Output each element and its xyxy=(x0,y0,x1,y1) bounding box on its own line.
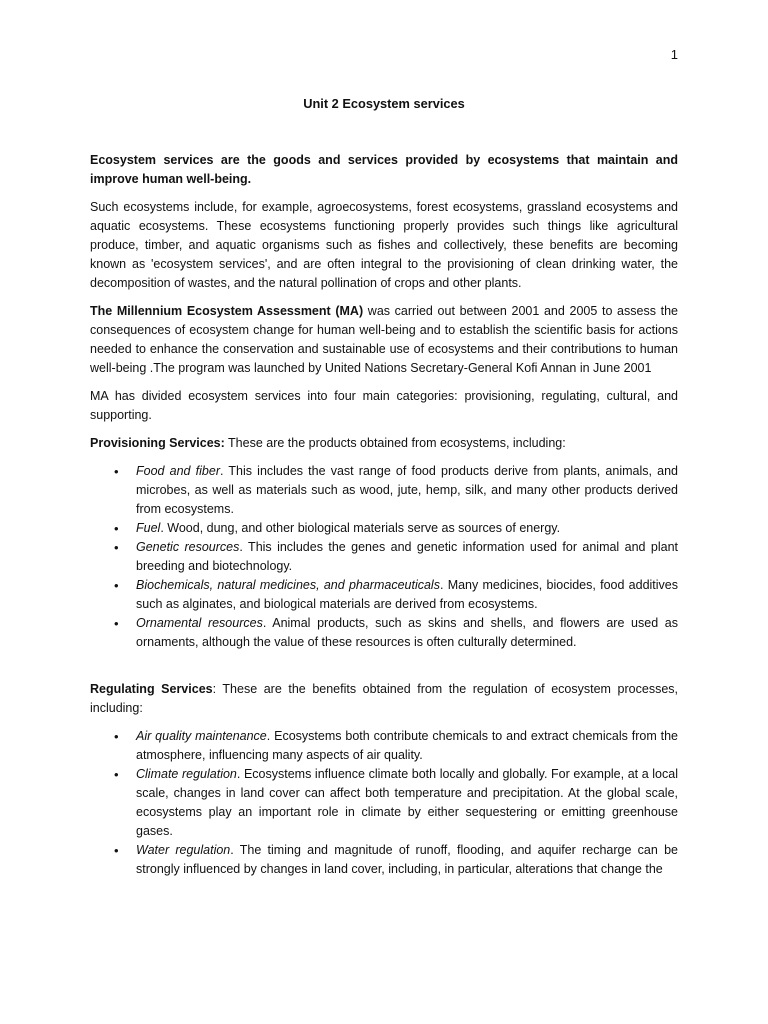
regulating-services-heading xyxy=(90,680,678,718)
list-item xyxy=(90,519,678,538)
list-item xyxy=(90,576,678,614)
list-item xyxy=(90,765,678,841)
provisioning-list xyxy=(90,462,678,652)
list-text: . This includes the genes and genetic information used for animal and plant breeding and biotechnology. xyxy=(136,540,679,573)
list-term: Biochemicals, natural medicines, and pharmaceuticals xyxy=(136,578,440,592)
list-item xyxy=(90,538,678,576)
ma-paragraph xyxy=(90,302,678,378)
list-term: Air quality maintenance xyxy=(136,729,267,743)
regulating-list xyxy=(90,727,678,879)
ma-description: was carried out between 2001 and 2005 to assess the consequences of ecosystem change for human well-being and to establish the scientific basis for actions needed to enhance the conservation and sustainable use of ecosystems and their contributions to human well-being .The program was launched by United Nations Secretary-General Kofi Annan in June 2001 xyxy=(90,304,679,375)
document-content xyxy=(90,94,678,889)
ecosystem-examples-paragraph: Such ecosystems include, for example, agroecosystems, forest ecosystems, grassland ecosystems and aquatic ecosystems. These ecosystems functioning properly provides such things like agricultural produce, timber, and aquatic organisms such as fishes and collectively, these benefits are becoming known as 'ecosystem services', and are often integral to the provisioning of clean drinking water, the decomposition of wastes, and the natural pollination of crops and other plants. xyxy=(90,200,678,290)
list-text: . The timing and magnitude of runoff, flooding, and aquifer recharge can be strongly influenced by changes in land cover, including, in particular, alterations that change the xyxy=(136,843,678,876)
list-term: Climate regulation xyxy=(136,767,237,781)
list-text: . This includes the vast range of food products derive from plants, animals, and microbes, as well as materials such as wood, jute, hemp, silk, and many other products derived from ecosystems. xyxy=(136,464,678,516)
regulating-text: : These are the benefits obtained from the regulation of ecosystem processes, including: xyxy=(90,682,678,715)
list-item xyxy=(90,727,678,765)
list-term: Fuel xyxy=(136,521,161,535)
list-text: . Ecosystems both contribute chemicals to and extract chemicals from the atmosphere, influencing many aspects of air quality. xyxy=(136,729,678,762)
list-term: Ornamental resources xyxy=(136,616,263,630)
ma-bold-text: The Millennium Ecosystem Assessment (MA) xyxy=(90,304,364,318)
list-term: Genetic resources xyxy=(136,540,240,554)
list-text: . Wood, dung, and other biological materials serve as sources of energy. xyxy=(160,521,561,535)
list-term: Food and fiber xyxy=(136,464,220,478)
categories-paragraph: MA has divided ecosystem services into four main categories: provisioning, regulating, cultural, and supporting. xyxy=(90,389,678,422)
document-title: Unit 2 Ecosystem services xyxy=(303,96,465,111)
list-item xyxy=(90,614,678,652)
list-term: Water regulation xyxy=(136,843,231,857)
list-text: . Ecosystems influence climate both locally and globally. For example, at a local scale, changes in land cover can affect both temperature and precipitation. At the global scale, ecosystems play an important role in climate by either sequestering or emitting greenhouse gases. xyxy=(136,767,678,838)
provisioning-label: Provisioning Services: xyxy=(90,436,225,450)
regulating-label: Regulating Services xyxy=(90,682,213,696)
list-item xyxy=(90,841,678,879)
list-item xyxy=(90,462,678,519)
section-spacer xyxy=(90,662,678,680)
list-text: . Animal products, such as skins and shells, and flowers are used as ornaments, although the value of these resources is often culturally determined. xyxy=(136,616,678,649)
intro-paragraph: Ecosystem services are the goods and services provided by ecosystems that maintain and improve human well-being. xyxy=(90,153,678,186)
list-text: . Many medicines, biocides, food additives such as alginates, and biological materials are derived from ecosystems. xyxy=(136,578,679,611)
provisioning-text: These are the products obtained from ecosystems, including: xyxy=(224,436,566,450)
provisioning-services-heading xyxy=(90,434,678,453)
page-number: 1 xyxy=(670,47,678,62)
